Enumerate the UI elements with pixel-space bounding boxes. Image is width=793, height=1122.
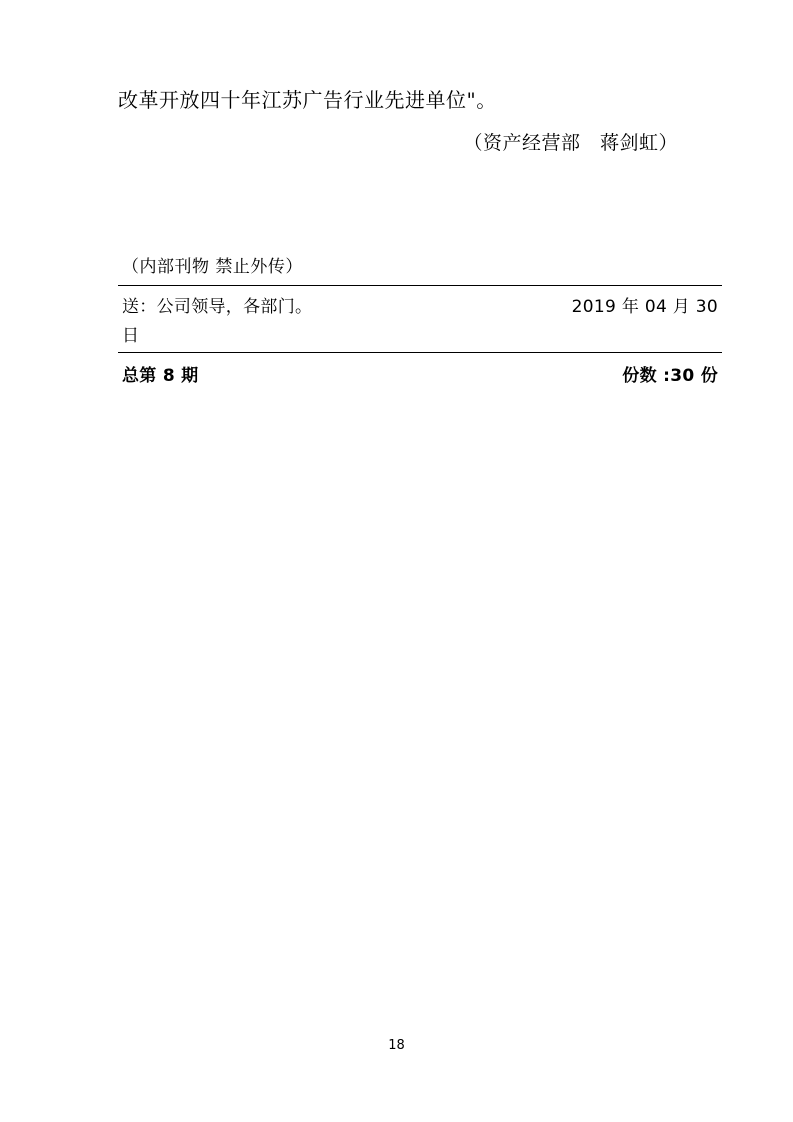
footer-block [118,252,722,394]
internal-circulation-note: （内部刊物 禁止外传） [122,257,303,277]
signature-attribution: （资产经营部 蒋剑虹） [463,132,678,154]
issue-number-label: 总第 8 期 [122,366,199,386]
body-paragraph: 改革开放四十年江苏广告行业先进单位"。 [118,88,497,112]
issue-date: 2019 年 04 月 30 [571,297,718,317]
distribution-row [118,286,722,352]
issue-date-tail: 日 [122,326,140,346]
page-number: 18 [388,1038,405,1053]
distribution-label: 送：公司领导，各部门。 [122,297,313,317]
copies-count-label: 份数 :30 份 [622,366,718,386]
issue-totals-row [118,353,722,394]
